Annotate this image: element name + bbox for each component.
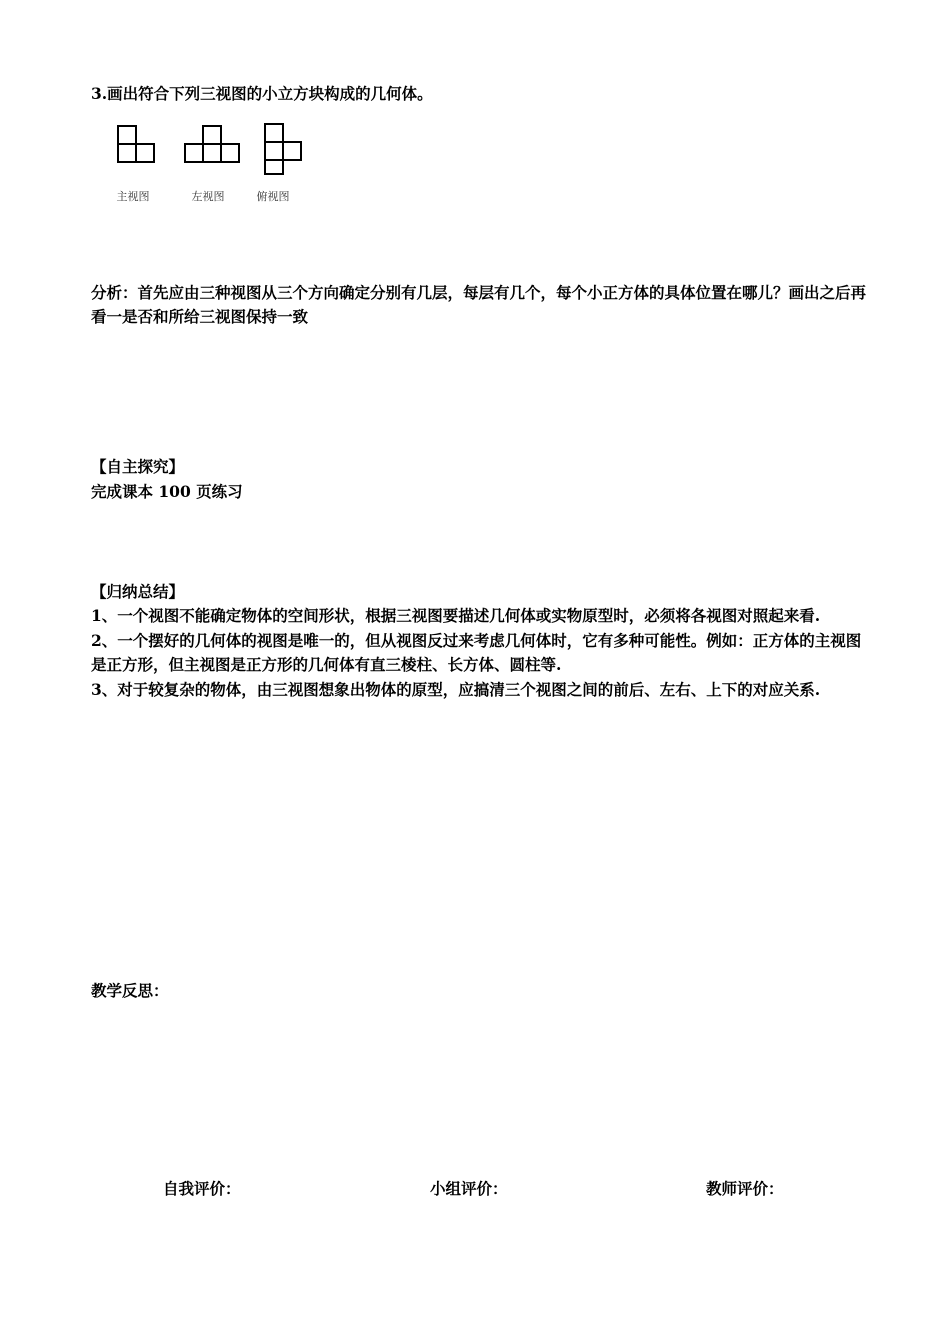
teacher-evaluation-label: 教师评价： (706, 1179, 784, 1198)
reflection-label: 教学反思： (91, 981, 169, 1000)
left-view-caption: 左视图 (191, 190, 225, 203)
group-evaluation-label: 小组评价： (430, 1179, 508, 1198)
summary-item-1: 1、一个视图不能确定物体的空间形状，根据三视图要描述几何体或实物原型时，必须将各视图对照起来看. (91, 606, 821, 625)
explore-heading: 【自主探究】 (91, 457, 185, 476)
explore-text: 完成课本 100 页练习 (91, 482, 243, 501)
three-views-figure (108, 118, 318, 208)
summary-item-3: 3、对于较复杂的物体，由三视图想象出物体的原型，应搞清三个视图之间的前后、左右、上下的对应关系. (91, 680, 821, 699)
summary-item-2: 2、一个摆好的几何体的视图是唯一的，但从视图反过来考虑几何体时，它有多种可能性。例如：正方体的主视图是正方形，但主视图是正方形的几何体有直三棱柱、长方体、圆柱等. (91, 631, 862, 674)
self-evaluation-label: 自我评价： (163, 1179, 241, 1198)
top-view-caption: 俯视图 (256, 190, 290, 203)
left-view (185, 126, 239, 162)
top-view (265, 124, 301, 174)
analysis-text: 分析：首先应由三种视图从三个方向确定分别有几层，每层有几个，每个小正方体的具体位置在哪儿？画出之后再看一是否和所给三视图保持一致 (91, 283, 867, 326)
front-view-caption: 主视图 (116, 190, 150, 203)
front-view (118, 126, 154, 162)
three-views-drawing (108, 118, 318, 188)
question-title: 3.画出符合下列三视图的小立方块构成的几何体。 (91, 84, 433, 103)
summary-heading: 【归纳总结】 (91, 582, 185, 601)
